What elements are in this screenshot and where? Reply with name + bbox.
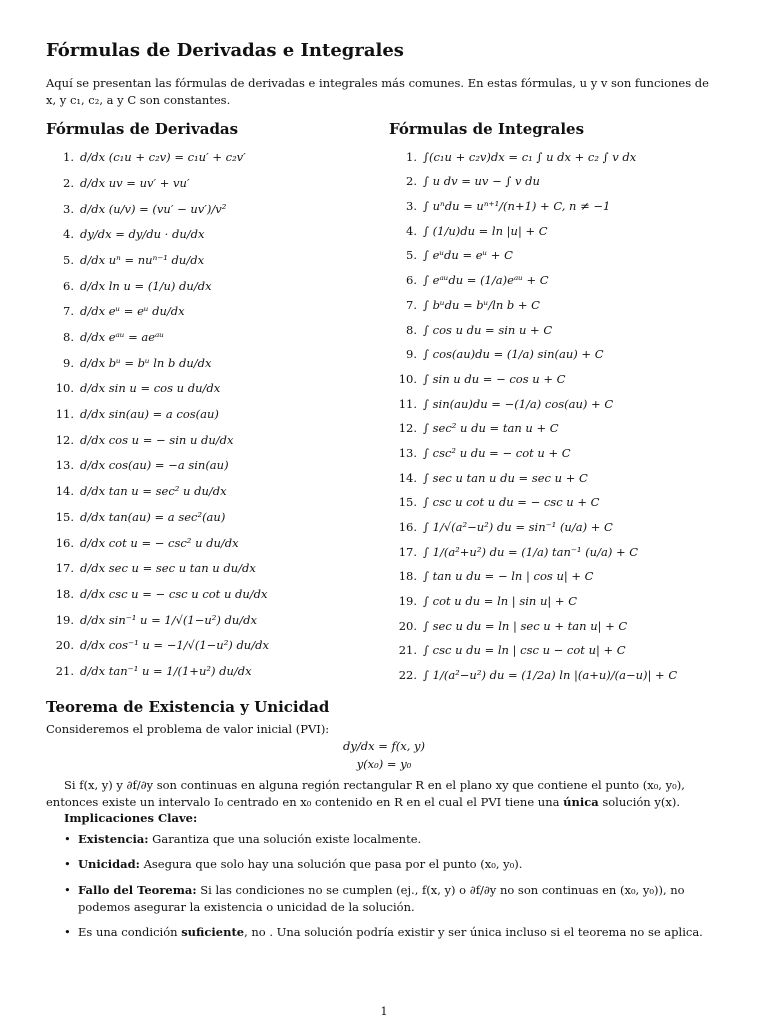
formula-text: ∫ csc u du = ln | csc u − cot u| + C [423,643,626,658]
formula-number: 19. [55,612,74,627]
formula-number: 17. [55,561,74,576]
formula-number: 4. [406,223,417,238]
integral-formula [389,391,722,416]
formula-number: 17. [398,544,417,559]
integrals-list [389,144,722,687]
formula-number: 10. [55,381,74,396]
formula-number: 20. [398,618,417,633]
theorem-statement-pre: Si f(x, y) y ∂f/∂y son continuas en alguna región rectangular R en el plano xy que contiene el punto (x₀, y₀), entonces existe un intervalo I₀ centrado en x₀ contenido en R en el cual el PVI tiene una [46,778,685,810]
derivative-formula [46,324,376,350]
formula-number: 21. [398,643,417,658]
formula-number: 12. [398,421,417,436]
formula-text: d/dx (u/v) = (vu′ − uv′)/v² [80,201,227,216]
derivative-formula [46,350,376,376]
implication-bold: Unicidad: [78,857,140,872]
formula-text: d/dx cos u = − sin u du/dx [80,432,234,447]
formula-text: ∫ 1/(a²+u²) du = (1/a) tan⁻¹ (u/a) + C [423,544,639,559]
derivative-formula [46,221,376,247]
integral-formula [389,169,722,194]
implication-bold: suficiente [181,925,245,940]
formula-text: ∫ sin u du = − cos u + C [423,371,566,386]
formula-number: 1. [406,149,417,164]
integrals-heading: Fórmulas de Integrales [389,120,585,139]
integral-formula [389,268,722,293]
formula-text: ∫ 1/√(a²−u²) du = sin⁻¹ (u/a) + C [423,520,613,534]
implication-bold: Fallo del Teorema: [78,883,197,898]
formula-text: ∫ bᵘdu = bᵘ/ln b + C [423,297,540,312]
initial-condition: y(x₀) = y₀ [356,757,412,772]
formula-number: 18. [55,586,74,601]
ode-equation: dy/dx = f(x, y) [342,739,426,754]
formula-number: 8. [406,322,417,337]
formula-number: 2. [406,174,417,189]
formula-number: 5. [63,252,74,267]
derivative-formula [46,298,376,324]
theorem-section [46,698,722,941]
formula-text: dy/dx = dy/du · du/dx [80,227,205,242]
implications-list [64,831,722,941]
formula-text: ∫ eᵘdu = eᵘ + C [423,248,513,263]
derivative-formula [46,427,376,453]
derivative-formula [46,144,376,170]
formula-text: d/dx eᵃᵘ = aeᵃᵘ [80,330,164,344]
formula-text: d/dx uⁿ = nuⁿ⁻¹ du/dx [80,252,205,267]
formula-text: d/dx (c₁u + c₂v) = c₁u′ + c₂v′ [80,150,246,165]
derivative-formula [46,401,376,427]
formula-number: 13. [55,458,74,473]
formula-text: ∫ tan u du = − ln | cos u| + C [423,569,594,584]
formula-text: d/dx eᵘ = eᵘ du/dx [80,304,185,319]
implication-pre: Es una condición [78,925,182,940]
formula-number: 8. [63,330,74,344]
formula-text: d/dx tan u = sec² u du/dx [80,484,227,499]
formula-text: d/dx tan(au) = a sec²(au) [80,509,226,524]
formula-number: 16. [398,520,417,534]
theorem-lead: Consideremos el problema de valor inicial (PVI): [46,722,330,737]
formula-text: ∫ csc² u du = − cot u + C [423,445,571,460]
formula-text: ∫ sin(au)du = −(1/a) cos(au) + C [423,396,614,411]
implication-item [64,924,722,941]
formula-number: 15. [398,495,417,510]
formula-number: 3. [406,199,417,214]
formula-number: 13. [398,445,417,460]
formula-number: 6. [406,273,417,288]
formula-number: 4. [63,227,74,242]
derivative-formula [46,504,376,530]
formula-number: 6. [63,278,74,293]
integral-formula [389,564,722,589]
derivative-formula [46,632,376,658]
formula-text: d/dx sec u = sec u tan u du/dx [80,561,256,576]
integral-formula [389,613,722,638]
formula-number: 21. [55,663,74,678]
derivative-formula [46,555,376,581]
integral-formula [389,539,722,564]
integral-formula [389,144,722,169]
derivatives-list [46,144,376,683]
formula-text: d/dx bᵘ = bᵘ ln b du/dx [80,355,212,370]
integral-formula [389,194,722,219]
integral-formula [389,441,722,466]
theorem-statement-bold: única [563,795,599,810]
derivatives-column [46,120,376,683]
implication-text: Garantiza que una solución existe localmente. [148,831,422,846]
formula-text: ∫ 1/(a²−u²) du = (1/2a) ln |(a+u)/(a−u)| + C [423,668,678,683]
integral-formula [389,465,722,490]
formula-number: 7. [63,304,74,319]
integral-formula [389,292,722,317]
integral-formula [389,416,722,441]
formula-number: 7. [406,297,417,312]
implication-item [64,831,722,848]
formula-number: 11. [398,396,417,411]
implication-item [64,882,722,915]
formula-text: d/dx sin(au) = a cos(au) [80,407,219,422]
derivative-formula [46,196,376,222]
formula-number: 12. [55,432,74,447]
implication-item [64,856,722,873]
formula-text: ∫ sec² u du = tan u + C [423,421,559,436]
formula-text: ∫ sec u tan u du = sec u + C [423,470,588,485]
formula-number: 11. [55,407,74,422]
formula-text: d/dx cot u = − csc² u du/dx [80,535,239,550]
integral-formula [389,663,722,688]
formula-number: 2. [63,175,74,190]
theorem-statement-post: solución y(x). [598,795,680,810]
derivative-formula [46,658,376,684]
formula-number: 14. [55,484,74,499]
formula-text: ∫ cos u du = sin u + C [423,322,553,337]
formula-number: 18. [398,569,417,584]
formula-number: 5. [406,248,417,263]
formula-text: ∫ cot u du = ln | sin u| + C [423,594,578,609]
integral-formula [389,589,722,614]
formula-text: d/dx sin u = cos u du/dx [80,381,221,396]
formula-text: ∫ csc u cot u du = − csc u + C [423,495,600,510]
derivative-formula [46,478,376,504]
implication-text: Asegura que solo hay una solución que pasa por el punto (x₀, y₀). [139,857,523,872]
formula-columns [46,120,722,683]
formula-text: d/dx cos⁻¹ u = −1/√(1−u²) du/dx [80,638,269,653]
theorem-statement [46,777,722,810]
derivative-formula [46,170,376,196]
derivative-formula [46,607,376,633]
formula-text: ∫ uⁿdu = uⁿ⁺¹/(n+1) + C, n ≠ −1 [423,199,611,214]
formula-text: ∫ eᵃᵘdu = (1/a)eᵃᵘ + C [423,273,549,288]
implication-text: , no . Una solución podría existir y ser única incluso si el teorema no se aplica. [244,925,703,940]
derivative-formula [46,453,376,479]
formula-text: d/dx ln u = (1/u) du/dx [80,278,212,293]
formula-text: d/dx tan⁻¹ u = 1/(1+u²) du/dx [80,663,252,678]
formula-number: 14. [398,470,417,485]
implications-heading: Implicaciones Clave: [64,810,198,825]
integral-formula [389,367,722,392]
derivative-formula [46,247,376,273]
formula-text: d/dx cos(au) = −a sin(au) [80,458,229,473]
integral-formula [389,218,722,243]
integral-formula [389,342,722,367]
document-page [46,30,722,950]
implication-bold: Existencia: [78,831,149,846]
formula-number: 10. [398,371,417,386]
formula-number: 22. [398,668,417,683]
derivative-formula [46,376,376,402]
formula-text: ∫ sec u du = ln | sec u + tan u| + C [423,618,628,633]
formula-number: 16. [55,535,74,550]
formula-number: 9. [63,355,74,370]
formula-number: 19. [398,594,417,609]
intro-paragraph: Aquí se presentan las fórmulas de derivadas e integrales más comunes. En estas fórmulas, u y v son funciones de x, y c₁, c₂, a y C son constantes. [46,76,709,107]
integral-formula [389,515,722,540]
integral-formula [389,317,722,342]
formula-number: 9. [406,347,417,362]
formula-text: d/dx sin⁻¹ u = 1/√(1−u²) du/dx [80,612,258,627]
formula-text: d/dx csc u = − csc u cot u du/dx [80,586,268,601]
derivative-formula [46,581,376,607]
implication-text: Si las condiciones no se cumplen (ej., f(x, y) o ∂f/∂y no son continuas en (x₀, y₀)), no podemos asegurar la existencia o unicidad de la solución. [78,883,685,914]
page-number: 1 [380,1005,388,1018]
derivative-formula [46,530,376,556]
formula-number: 20. [55,638,74,653]
formula-number: 15. [55,509,74,524]
integral-formula [389,243,722,268]
derivative-formula [46,273,376,299]
derivatives-heading: Fórmulas de Derivadas [46,120,239,139]
page-title: Fórmulas de Derivadas e Integrales [46,40,404,61]
formula-text: ∫ u dv = uv − ∫ v du [423,174,540,189]
formula-text: ∫(c₁u + c₂v)dx = c₁ ∫ u dx + c₂ ∫ v dx [423,149,637,164]
formula-number: 3. [63,201,74,216]
integrals-column [389,120,722,687]
formula-text: ∫ (1/u)du = ln |u| + C [423,223,548,238]
formula-number: 1. [63,150,74,165]
integral-formula [389,638,722,663]
formula-text: d/dx uv = uv′ + vu′ [80,175,190,190]
formula-text: ∫ cos(au)du = (1/a) sin(au) + C [423,347,604,362]
integral-formula [389,490,722,515]
theorem-heading: Teorema de Existencia y Unicidad [46,698,330,717]
